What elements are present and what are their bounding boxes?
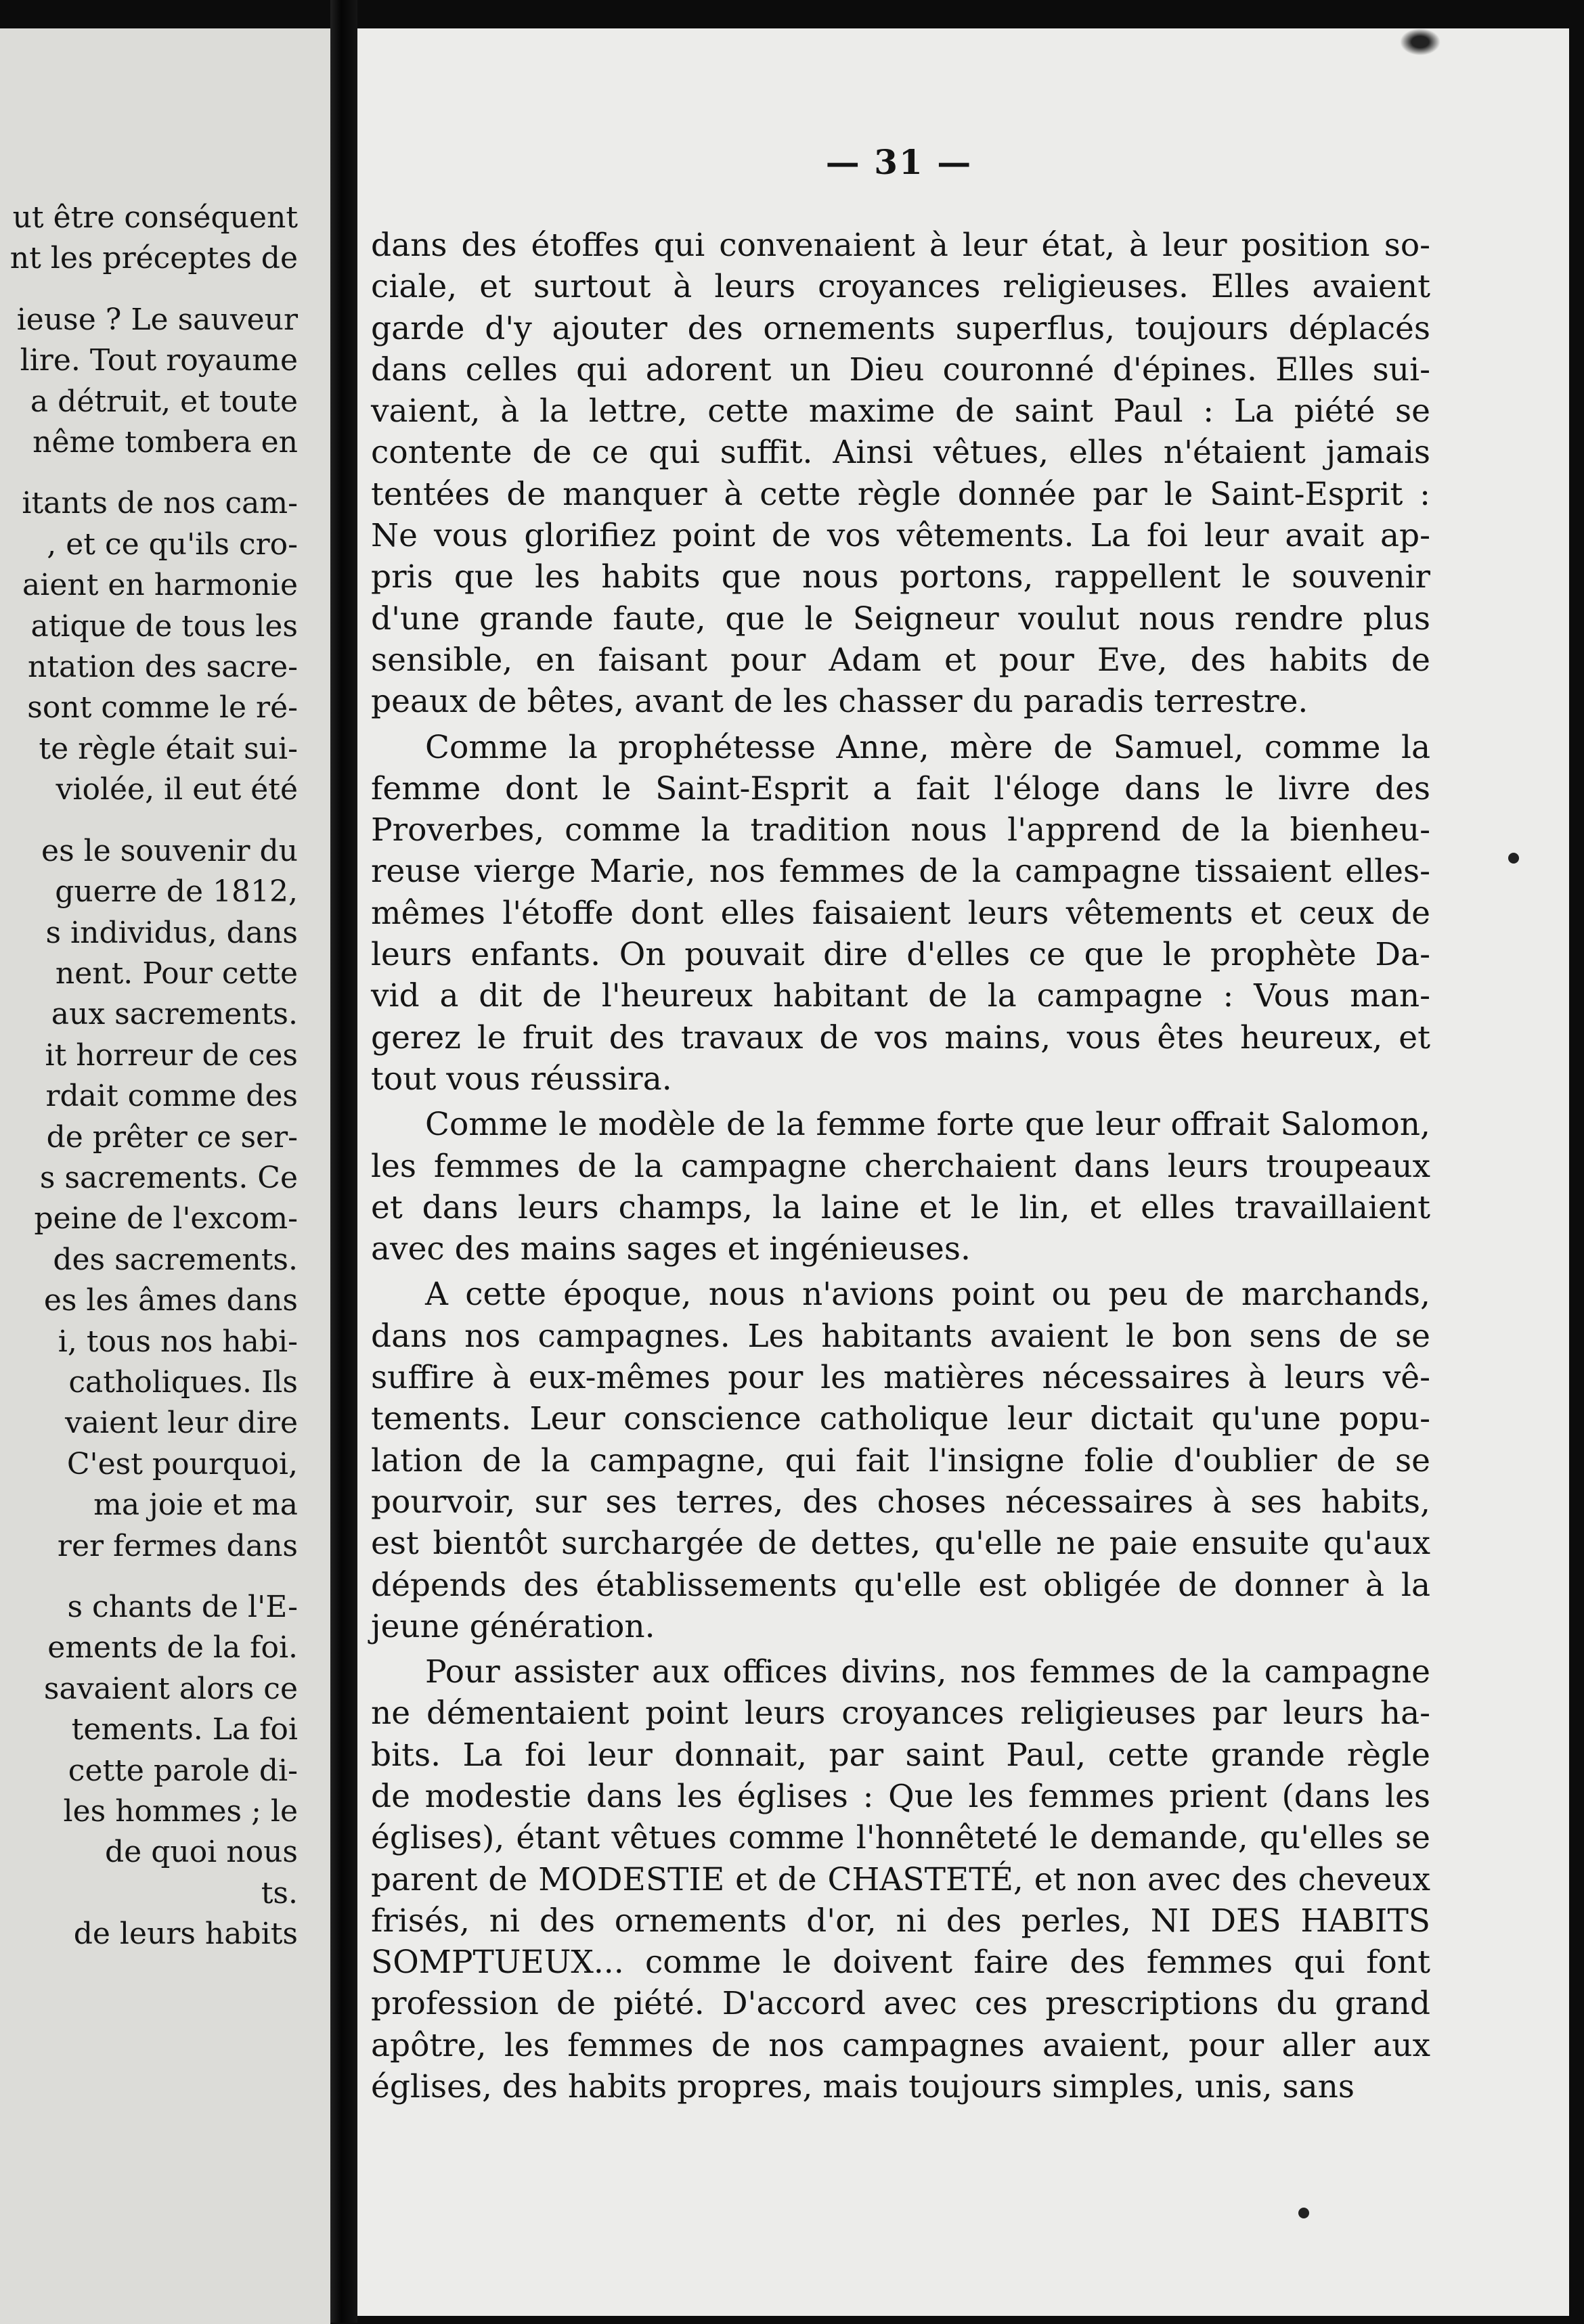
text-line: leurs enfants. On pouvait dire d'elles ce que le prophète Da- (371, 936, 1430, 974)
text-line: Comme le modèle de la femme forte que leur offrait Salomon, (425, 1106, 1430, 1144)
text-line: catholiques. Ils (68, 1364, 298, 1400)
text-line: es les âmes dans (43, 1283, 298, 1318)
text-line: de prêter ce ser- (46, 1119, 298, 1155)
text-line: nême tombera en (32, 425, 298, 460)
text-line: pris que les habits que nous portons, rappellent le souvenir (371, 558, 1430, 596)
text-line: te règle était sui- (39, 731, 298, 766)
margin-mark (1508, 853, 1519, 864)
text-line: vaient, à la lettre, cette maxime de saint Paul : La piété se (371, 393, 1430, 430)
paragraph (371, 1274, 1430, 1647)
text-line: églises), étant vêtues comme l'honnêteté le demande, qu'elles se (371, 1819, 1430, 1857)
text-line: dans nos campagnes. Les habitants avaient le bon sens de se (371, 1317, 1430, 1355)
text-line: dans celles qui adorent un Dieu couronné d'épines. Elles sui- (371, 351, 1430, 388)
text-line: reuse vierge Marie, nos femmes de la campagne tissaient elles- (371, 853, 1430, 891)
text-line: aient en harmonie (22, 568, 298, 603)
text-line: femme dont le Saint-Esprit a fait l'éloge dans le livre des (371, 769, 1430, 807)
page-body-text (371, 225, 1430, 2111)
paragraph-gap (0, 811, 298, 831)
text-line: avec des mains sages et ingénieuses. (371, 1230, 971, 1268)
text-line: nt les préceptes de (9, 241, 298, 276)
text-line: lation de la campagne, qui fait l'insigne folie d'oublier de se (371, 1442, 1430, 1479)
text-line: Ne vous glorifiez point de vos vêtements. La foi leur avait ap- (371, 517, 1430, 555)
text-line: de modestie dans les églises : Que les femmes prient (dans les (371, 1777, 1430, 1815)
text-line: bits. La foi leur donnait, par saint Paul, cette grande règle (371, 1736, 1430, 1774)
text-line: peaux de bêtes, avant de les chasser du paradis terrestre. (371, 683, 1308, 721)
page-number: — 31 — (825, 142, 973, 182)
paragraph (371, 1651, 1430, 2107)
text-line: s individus, dans (45, 915, 298, 950)
text-line: pourvoir, sur ses terres, des choses nécessaires à ses habits, (371, 1483, 1430, 1521)
text-line: tements. La foi (71, 1712, 298, 1747)
text-line: ciale, et surtout à leurs croyances religieuses. Elles avaient (371, 268, 1430, 306)
text-line: ts. (261, 1875, 298, 1910)
paragraph (371, 1104, 1430, 1270)
text-line: s chants de l'E- (67, 1590, 298, 1624)
text-line: cette parole di- (68, 1753, 298, 1788)
text-line: vid a dit de l'heureux habitant de la campagne : Vous man- (371, 977, 1430, 1015)
text-line: apôtre, les femmes de nos campagnes avaient, pour aller aux (371, 2026, 1430, 2064)
text-line: frisés, ni des ornements d'or, ni des perles, NI DES HABITS (371, 1902, 1430, 1940)
text-line: itants de nos cam- (22, 486, 298, 521)
text-line: s sacrements. Ce (39, 1160, 298, 1195)
text-line: sensible, en faisant pour Adam et pour Eve, des habits de (371, 641, 1430, 679)
text-line: Comme la prophétesse Anne, mère de Samuel, comme la (425, 728, 1430, 766)
text-line: profession de piété. D'accord avec ces prescriptions du grand (371, 1985, 1430, 2023)
text-line: peine de l'excom- (34, 1201, 298, 1236)
current-page (357, 28, 1569, 2316)
text-line: gerez le fruit des travaux de vos mains, vous êtes heureux, et (371, 1019, 1430, 1056)
text-line: A cette époque, nous n'avions point ou peu de marchands, (425, 1276, 1430, 1314)
text-line: dépends des établissements qu'elle est obligée de donner à la (371, 1566, 1430, 1604)
text-line: vaient leur dire (65, 1406, 298, 1441)
paragraph-gap (0, 1567, 298, 1587)
text-line: contente de ce qui suffit. Ainsi vêtues, elles n'étaient jamais (371, 434, 1430, 472)
ink-blot (1400, 28, 1440, 55)
paragraph (371, 225, 1430, 723)
text-line: ements de la foi. (47, 1630, 298, 1666)
text-line: tements. Leur conscience catholique leur dictait qu'une popu- (371, 1400, 1430, 1438)
text-line: SOMPTUEUX... comme le doivent faire des femmes qui font (371, 1944, 1430, 1982)
text-line: a détruit, et toute (30, 384, 298, 419)
margin-mark (1298, 2208, 1309, 2218)
text-line: savaient alors ce (43, 1671, 298, 1706)
text-line: C'est pourquoi, (66, 1446, 298, 1481)
text-line: parent de MODESTIE et de CHASTETÉ, et non avec des cheveux (371, 1860, 1430, 1898)
text-line: ntation des sacre- (28, 650, 298, 685)
text-line: es le souvenir du (41, 833, 298, 868)
text-line: églises, des habits propres, mais toujours simples, unis, sans (371, 2068, 1355, 2106)
text-line: rer fermes dans (57, 1528, 298, 1563)
text-line: atique de tous les (30, 608, 298, 644)
paragraph (371, 727, 1430, 1100)
text-line: ne démentaient point leurs croyances religieuses par leurs ha- (371, 1695, 1430, 1733)
text-line: Proverbes, comme la tradition nous l'apprend de la bienheu- (371, 811, 1430, 849)
text-line: violée, il eut été (56, 772, 298, 807)
text-line: les femmes de la campagne cherchaient dans leurs troupeaux (371, 1147, 1430, 1185)
paragraph-gap (0, 280, 298, 300)
text-line: des sacrements. (53, 1242, 298, 1277)
text-line: dans des étoffes qui convenaient à leur état, à leur position so- (371, 227, 1430, 264)
text-line: lire. Tout royaume (20, 343, 298, 378)
text-line: aux sacrements. (51, 997, 298, 1032)
text-line: tentées de manquer à cette règle donnée par le Saint-Esprit : (371, 475, 1430, 513)
text-line: mêmes l'étoffe dont elles faisaient leurs vêtements et ceux de (371, 894, 1430, 932)
text-line: d'une grande faute, que le Seigneur voulut nous rendre plus (371, 600, 1430, 638)
paragraph-gap (0, 463, 298, 483)
text-line: rdait comme des (45, 1079, 298, 1114)
text-line: jeune génération. (371, 1607, 655, 1645)
text-line: ut être conséquent (12, 200, 298, 235)
text-line: ieuse ? Le sauveur (16, 302, 298, 337)
previous-page-text (0, 198, 298, 1955)
text-line: garde d'y ajouter des ornements superflus, toujours déplacés (371, 309, 1430, 347)
text-line: suffire à eux-mêmes pour les matières nécessaires à leurs vê- (371, 1359, 1430, 1397)
book-binding-gutter (330, 0, 357, 2323)
text-line: et dans leurs champs, la laine et le lin, et elles travaillaient (371, 1188, 1430, 1226)
previous-page-fragment (0, 28, 330, 2324)
text-line: est bientôt surchargée de dettes, qu'elle ne paie ensuite qu'aux (371, 1525, 1430, 1563)
text-line: de leurs habits (73, 1917, 298, 1952)
text-line: les hommes ; le (63, 1794, 298, 1829)
text-line: tout vous réussira. (371, 1060, 672, 1098)
text-line: ma joie et ma (93, 1488, 298, 1523)
text-line: nent. Pour cette (55, 956, 298, 991)
text-line: Pour assister aux offices divins, nos femmes de la campagne (425, 1653, 1430, 1691)
text-line: sont comme le ré- (27, 690, 298, 725)
text-line: i, tous nos habi- (58, 1324, 298, 1359)
text-line: it horreur de ces (45, 1037, 298, 1073)
text-line: guerre de 1812, (55, 874, 298, 910)
text-line: , et ce qu'ils cro- (47, 527, 298, 562)
text-line: de quoi nous (105, 1835, 298, 1870)
